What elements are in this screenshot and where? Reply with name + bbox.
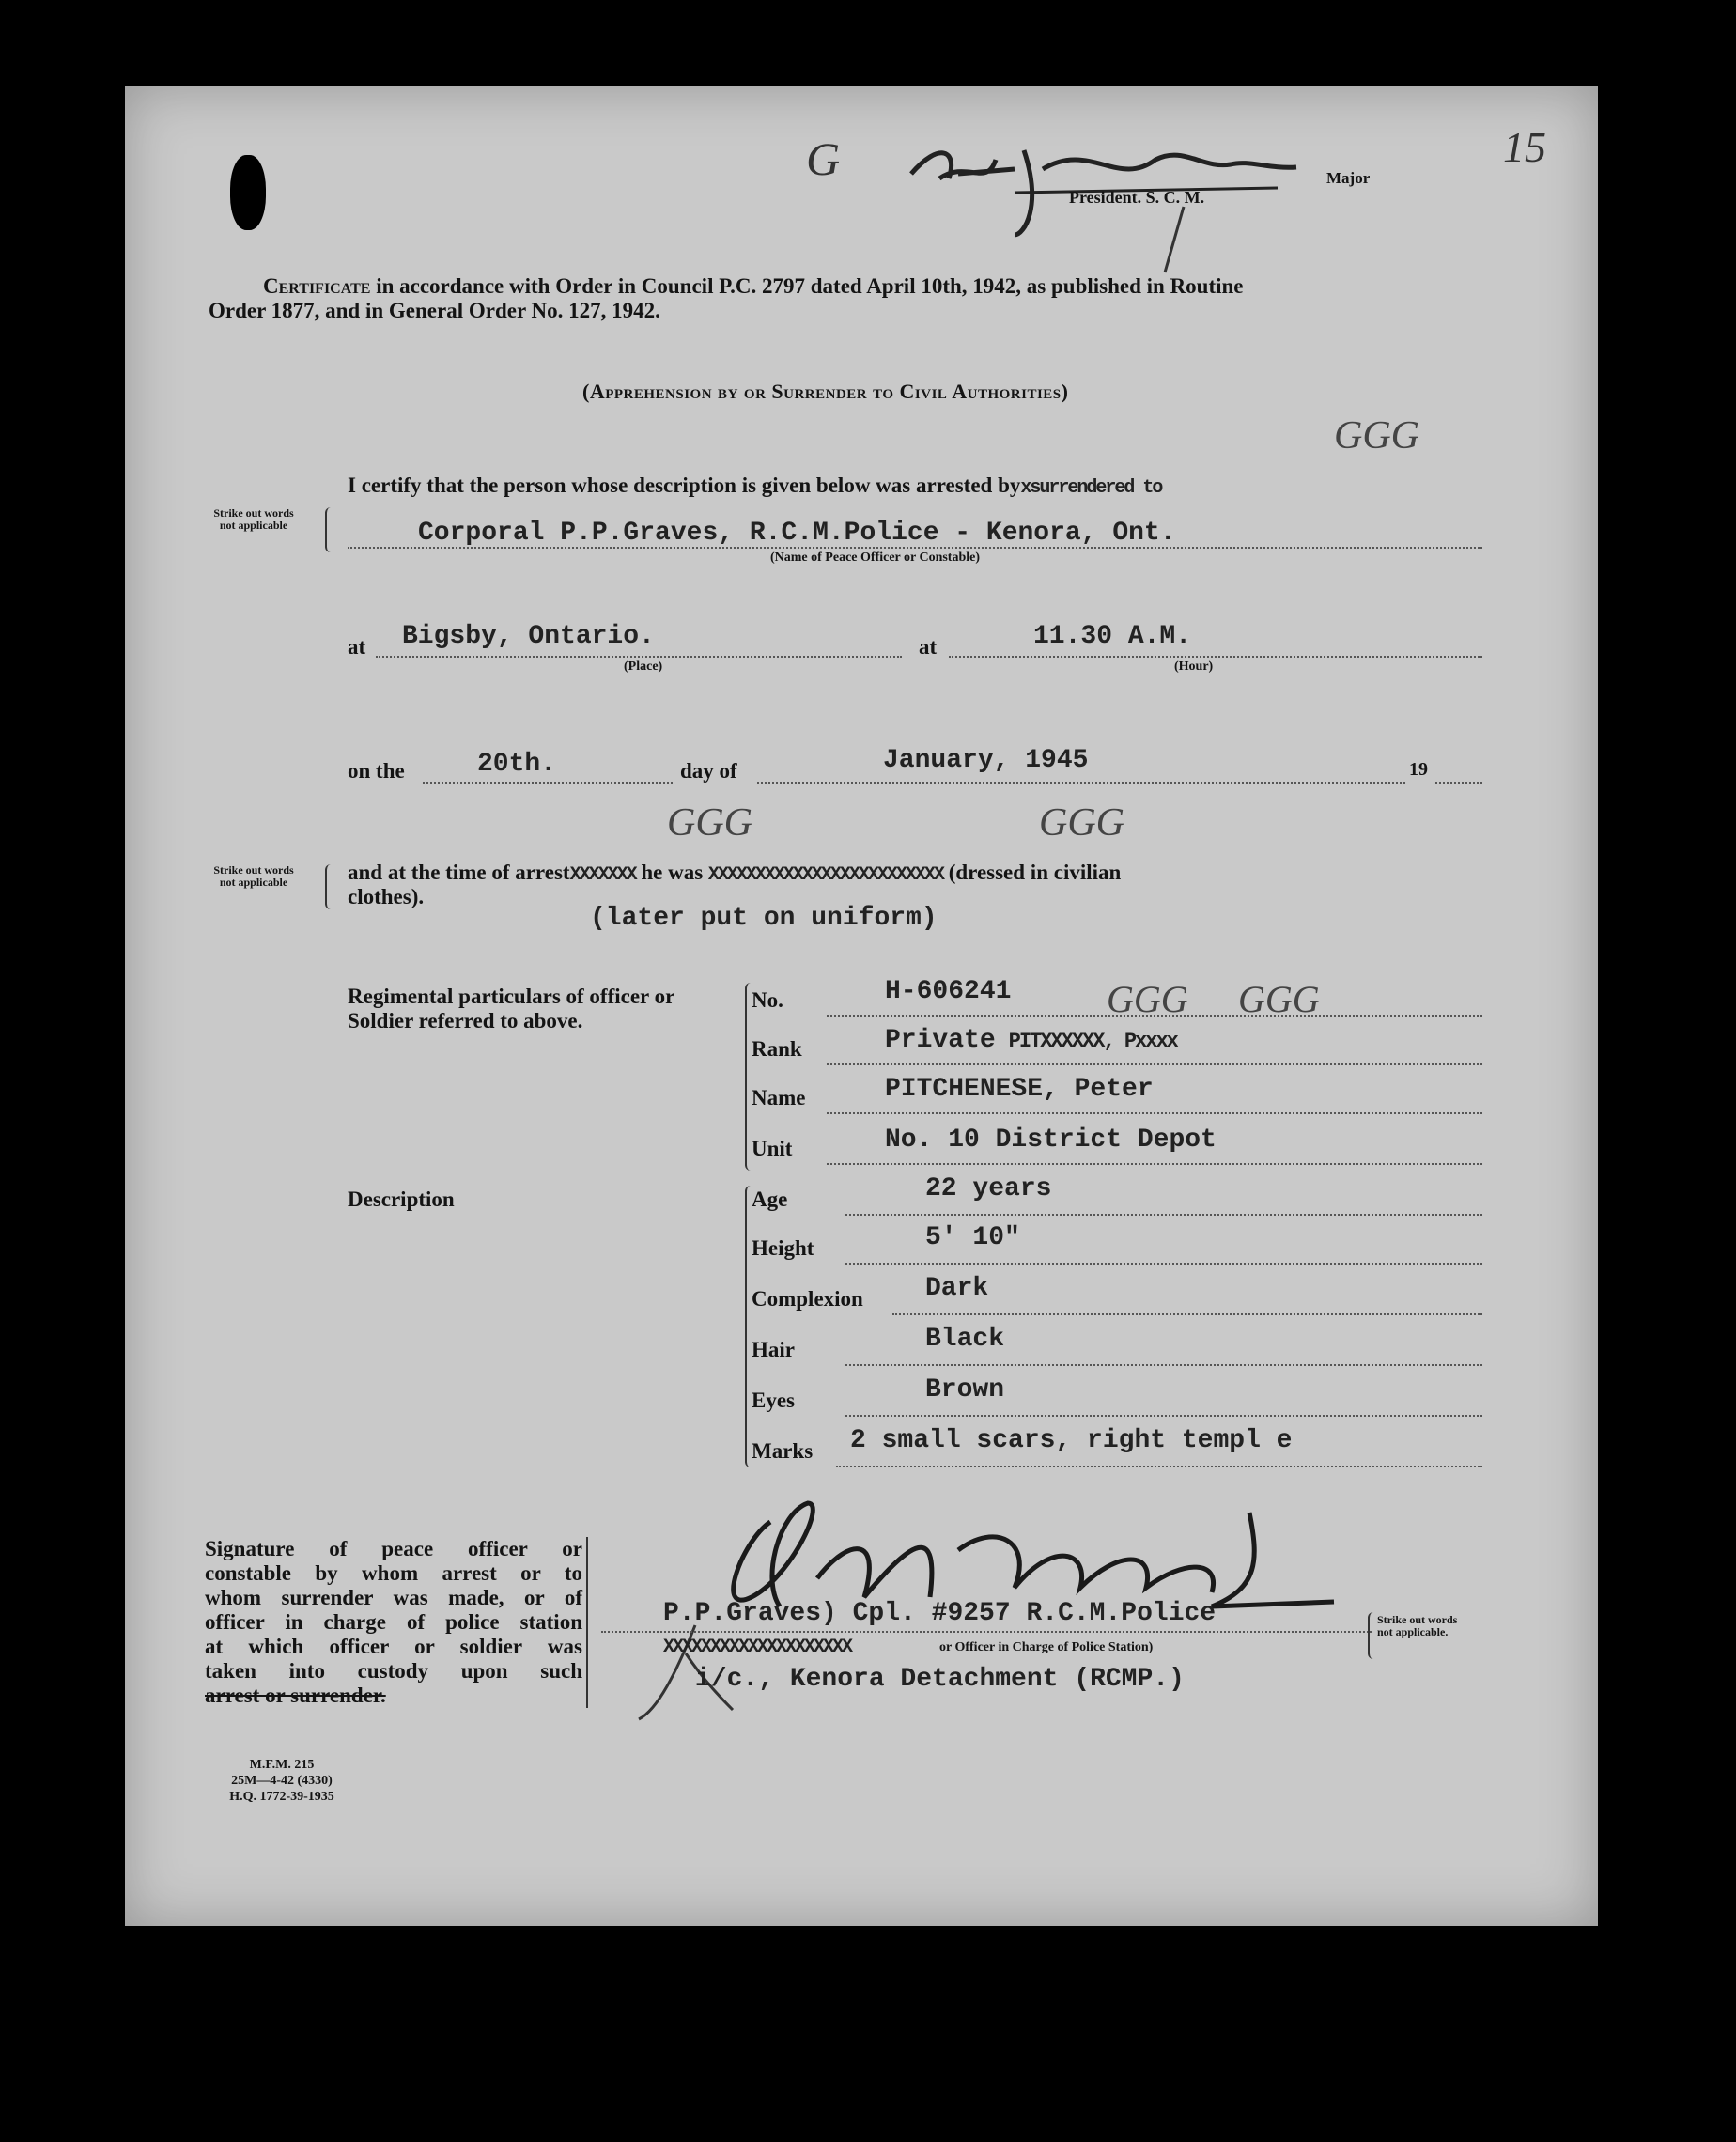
dress-typed-note: (later put on uniform) <box>590 904 938 933</box>
regimental-field-label: Rank <box>752 1037 802 1061</box>
description-field-label: Complexion <box>752 1287 863 1311</box>
regimental-field-line <box>827 1063 1482 1065</box>
signature-label-line: whom surrender was made, or of <box>205 1586 582 1609</box>
signature-line <box>601 1631 1372 1633</box>
place-value: Bigsby, Ontario. <box>402 622 655 651</box>
page-number: 15 <box>1503 123 1546 171</box>
brace-1 <box>325 507 334 552</box>
regimental-value-text: H-606241 <box>885 977 1012 1006</box>
description-field-label: Hair <box>752 1338 795 1361</box>
dress-struck-2: XXXXXXXXXXXXXXXXXXXXXXXXX <box>707 864 943 886</box>
dress-line-1 <box>348 861 1121 886</box>
signature-officer-caption: or Officer in Charge of Police Station) <box>939 1640 1154 1654</box>
dress-line-2: clothes). <box>348 885 425 908</box>
year-prefix: 19 <box>1409 759 1428 780</box>
description-field-value: 2 small scars, right templ e <box>850 1426 1293 1455</box>
dress-text-b: he was <box>635 861 708 884</box>
description-field-line <box>845 1364 1482 1366</box>
strike-note-2: Strike out words not applicable <box>213 863 294 889</box>
certificate-text: in accordance with Order in Council P.C. 2797 dated April 10th, 1942, as published in Routine <box>370 274 1244 298</box>
at-label-place: at <box>348 635 366 659</box>
signature-label-line: at which officer or soldier was <box>205 1635 582 1658</box>
initials-3: GGG <box>1039 801 1124 845</box>
description-field-value: Dark <box>925 1274 989 1303</box>
place-line <box>376 656 902 658</box>
signature-label-line: Signature of peace officer or <box>205 1537 582 1560</box>
description-field-value: 5' 10" <box>925 1223 1020 1252</box>
signature-struck-line: XXXXXXXXXXXXXXXXXXXX <box>663 1637 852 1658</box>
description-label: Description <box>348 1187 455 1211</box>
footer-form-code <box>225 1757 338 1805</box>
officer-caption: (Name of Peace Officer or Constable) <box>770 551 981 565</box>
description-field-value: 22 years <box>925 1174 1052 1203</box>
strike-note-1: Strike out words not applicable <box>213 506 294 532</box>
description-field-line <box>845 1214 1482 1216</box>
place-caption: (Place) <box>624 660 663 674</box>
footer-line: 25M—4-42 (4330) <box>231 1774 333 1788</box>
signature-label-line: taken into custody upon such <box>205 1659 582 1683</box>
header-initial-mark: G <box>806 132 841 185</box>
initials-4: GGG <box>1107 978 1188 1020</box>
description-field-label: Height <box>752 1236 814 1260</box>
certificate-word: Certificate <box>263 274 371 298</box>
description-field-line <box>892 1313 1482 1315</box>
regimental-value-text: No. 10 District Depot <box>885 1125 1217 1155</box>
officer-name: Corporal P.P.Graves, R.C.M.Police - Kenora, Ont. <box>418 519 1176 548</box>
initials-1: GGG <box>1334 414 1419 458</box>
signature-label-line: officer in charge of police station <box>205 1610 582 1634</box>
officer-line <box>348 547 1482 549</box>
strike-note-3: Strike out words not applicable. <box>1377 1613 1458 1638</box>
arrest-intro <box>348 473 1161 499</box>
footer-line: M.F.M. 215 <box>249 1758 315 1772</box>
description-field-line <box>845 1415 1482 1417</box>
description-field-value: Black <box>925 1325 1005 1354</box>
hour-caption: (Hour) <box>1174 660 1214 674</box>
month-line <box>757 782 1405 784</box>
description-field-label: Eyes <box>752 1389 795 1412</box>
description-field-label: Age <box>752 1187 788 1211</box>
certificate-line-1 <box>263 274 1244 299</box>
signature-typed-detachment: i/c., Kenora Detachment (RCMP.) <box>695 1665 1185 1694</box>
description-field-value: Brown <box>925 1375 1005 1405</box>
signature-typed-name: P.P.Graves) Cpl. #9257 R.C.M.Police <box>663 1599 1217 1628</box>
regimental-field-label: No. <box>752 988 783 1012</box>
description-brace <box>745 1186 754 1467</box>
on-the-label: on the <box>348 759 405 783</box>
regimental-field-label: Name <box>752 1086 806 1110</box>
footer-line: H.Q. 1772-39-1935 <box>229 1790 334 1804</box>
day-line <box>423 782 673 784</box>
certificate-subtitle: (Apprehension by or Surrender to Civil Authorities) <box>582 380 1069 403</box>
hole-punch-mark <box>230 155 266 230</box>
regimental-field-value <box>885 1026 1177 1055</box>
month-year-value: January, 1945 <box>883 746 1089 775</box>
arrest-intro-text: I certify that the person whose description is given below was arrested by <box>348 473 1021 497</box>
regimental-value-text: Private <box>885 1026 996 1055</box>
regimental-field-value <box>885 1075 1154 1104</box>
president-rank: Major <box>1326 169 1371 187</box>
regimental-label: Regimental particulars of officer or Soldier referred to above. <box>348 985 674 1032</box>
regimental-value-text: PITCHENESE, Peter <box>885 1075 1154 1104</box>
hour-line <box>949 656 1482 658</box>
initials-5: GGG <box>1238 978 1320 1020</box>
description-field-line <box>836 1466 1482 1467</box>
description-field-line <box>845 1263 1482 1265</box>
signature-label-box <box>205 1537 588 1708</box>
year-line <box>1435 782 1482 784</box>
initials-2: GGG <box>667 801 752 845</box>
brace-3 <box>1368 1612 1377 1659</box>
description-field-label: Marks <box>752 1439 814 1463</box>
signature-label-line: constable by whom arrest or to <box>205 1561 582 1585</box>
dress-struck-1: XXXXXXX <box>569 864 636 886</box>
regimental-struck-text: PITXXXXXX, Pxxxx <box>1008 1030 1177 1053</box>
brace-2 <box>325 864 334 909</box>
hour-value: 11.30 A.M. <box>1033 622 1192 651</box>
day-of-label: day of <box>680 759 737 783</box>
regimental-field-line <box>827 1163 1482 1165</box>
signature-label-lines <box>205 1537 582 1708</box>
signature-label-line: arrest or surrender. <box>205 1684 386 1707</box>
regimental-field-line <box>827 1112 1482 1114</box>
arrest-intro-struck: xsurrendered to <box>1020 477 1162 499</box>
certificate-line-2: Order 1877, and in General Order No. 127, 1942. <box>209 299 660 322</box>
president-caption: President. S. C. M. <box>1069 188 1205 207</box>
regimental-field-label: Unit <box>752 1137 793 1160</box>
regimental-field-value <box>885 977 1011 1006</box>
at-label-hour: at <box>919 635 938 659</box>
dress-text-c: (dressed in civilian <box>942 861 1122 884</box>
dress-text-a: and at the time of arrest <box>348 861 570 884</box>
regimental-field-value <box>885 1125 1217 1155</box>
day-value: 20th. <box>477 750 557 779</box>
